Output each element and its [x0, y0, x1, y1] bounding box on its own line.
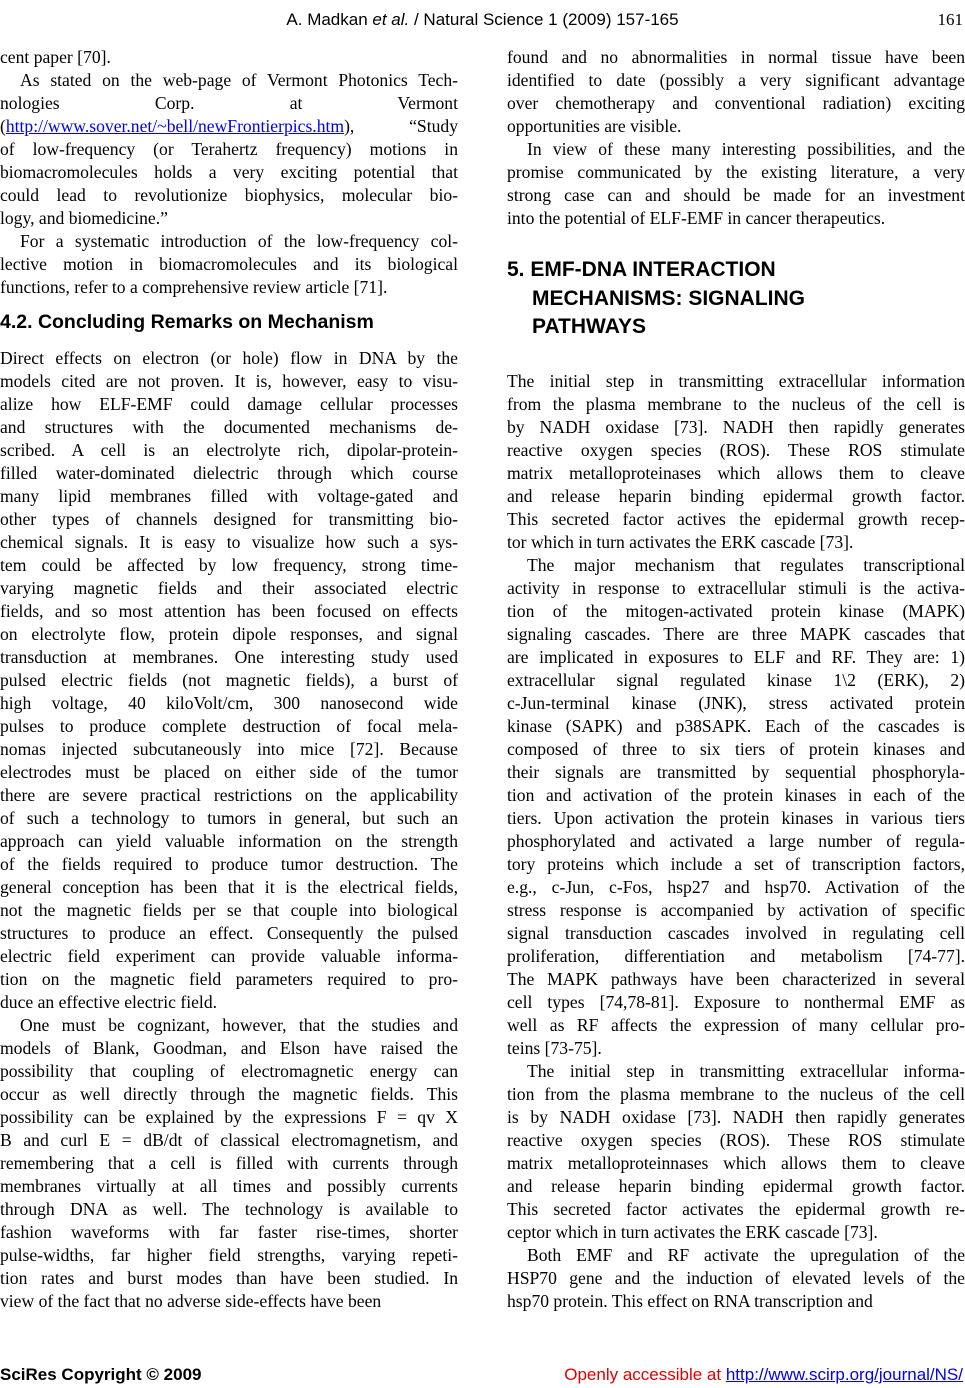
page-number: 161: [937, 10, 963, 29]
text-line: reactive oxygen species (ROS). These ROS stimulate: [507, 440, 965, 460]
text-line: B and curl E = dB/dt of classical electromagnetism, and: [0, 1130, 458, 1150]
running-header-title: [0, 10, 965, 30]
text-line: logy, and biomedicine.”: [0, 208, 168, 228]
text-line: duce an effective electric field.: [0, 992, 218, 1012]
text-line: and release heparin binding epidermal growth factor.: [507, 1176, 965, 1196]
text-line: cell types [74,78-81]. Exposure to nonthermal EMF as: [507, 992, 965, 1012]
footer-access-label: Openly accessible at: [564, 1365, 726, 1384]
text-line: from the plasma membrane to the nucleus of the cell is: [507, 394, 965, 414]
text-line: The major mechanism that regulates transcriptional: [527, 555, 965, 575]
text-line: promise communicated by the existing literature, a very: [507, 162, 965, 182]
text-line: tor which in turn activates the ERK cascade [73].: [507, 532, 854, 552]
text-line: tion from the plasma membrane to the nucleus of the cell: [507, 1084, 965, 1104]
text-line: occur as well directly through the magnetic fields. This: [0, 1084, 458, 1104]
text-line: electric field experiment can provide valuable informa-: [0, 946, 458, 966]
text-line: The MAPK pathways have been characterized in several: [507, 969, 965, 989]
footer-copyright: SciRes Copyright © 2009: [0, 1365, 202, 1384]
text-line: hsp70 protein. This effect on RNA transcription and: [507, 1291, 873, 1311]
text-line: of the fields required to produce tumor destruction. The: [0, 854, 458, 874]
text-line: view of the fact that no adverse side-effects have been: [0, 1291, 382, 1311]
text-line: alize how ELF-EMF could damage cellular processes: [0, 394, 458, 414]
text-fragment: (: [0, 116, 6, 136]
text-line: chemical signals. It is easy to visualize how such a sys-: [0, 532, 458, 552]
text-line: tion on the magnetic field parameters required to pro-: [0, 969, 458, 989]
text-line: general conception has been that it is the electrical fields,: [0, 877, 458, 897]
header-journal: / Natural Science 1 (2009) 157-165: [409, 10, 679, 29]
text-line: tiers. Upon activation the protein kinases in various tiers: [507, 808, 965, 828]
text-line: phosphorylated and activated a large number of regula-: [507, 831, 965, 851]
text-line: of such a technology to tumors in general, but such an: [0, 808, 458, 828]
text-line: lective motion in biomacromolecules and its biological: [0, 254, 458, 274]
text-line: matrix metalloproteinases which allows them to cleave: [507, 463, 965, 483]
text-line: and release heparin binding epidermal growth factor.: [507, 486, 965, 506]
paragraph: [507, 1060, 965, 1244]
text-line: stress response is accompanied by activation of specific: [507, 900, 965, 920]
left-column-body: [0, 347, 458, 1313]
text-line: are implicated in exposures to ELF and RF. They are: 1): [507, 647, 965, 667]
section-heading-5: [507, 256, 805, 342]
paragraph: [0, 347, 458, 1014]
text-line: models cited are not proven. It is, however, easy to visu-: [0, 371, 458, 391]
paragraph: [507, 370, 965, 554]
text-line: [0, 115, 458, 138]
text-line: tion of the mitogen-activated protein kinase (MAPK): [507, 601, 965, 621]
text-line: of low-frequency (or Terahertz frequency) motions in: [0, 139, 458, 159]
text-line: transduction at membranes. One interesting study used: [0, 647, 458, 667]
right-column-intro: [507, 46, 965, 230]
text-line: filled water-dominated dielectric through which course: [0, 463, 458, 483]
heading-line: MECHANISMS: SIGNALING: [532, 286, 805, 310]
text-line: kinase (SAPK) and p38SAPK. Each of the cascades is: [507, 716, 965, 736]
text-line: teins [73-75].: [507, 1038, 602, 1058]
header-authors: A. Madkan: [286, 10, 373, 29]
text-line: This secreted factor activates the epidermal growth re-: [507, 1199, 965, 1219]
text-line: tory proteins which include a set of transcription factors,: [507, 854, 965, 874]
text-line: fashion waveforms with far faster rise-times, shorter: [0, 1222, 458, 1242]
text-line: found and no abnormalities in normal tissue have been: [507, 47, 965, 67]
paragraph: [507, 1244, 965, 1313]
text-line: models of Blank, Goodman, and Elson have raised the: [0, 1038, 458, 1058]
text-line: tem could be affected by low frequency, strong time-: [0, 555, 458, 575]
text-line: approach can yield valuable information on the strength: [0, 831, 458, 851]
paragraph: [0, 69, 458, 230]
footer-access: [564, 1365, 963, 1385]
text-line: This secreted factor actives the epidermal growth recep-: [507, 509, 965, 529]
text-line: tion and activation of the protein kinases in each of the: [507, 785, 965, 805]
text-line: opportunities are visible.: [507, 116, 682, 136]
text-line: and structures with the documented mechanisms de-: [0, 417, 458, 437]
text-line: The initial step in transmitting extracellular informa-: [527, 1061, 965, 1081]
text-line: other types of channels designed for transmitting bio-: [0, 509, 458, 529]
paragraph: [507, 554, 965, 1060]
text-line: well as RF affects the expression of many cellular pro-: [507, 1015, 965, 1035]
text-line: extracellular signal regulated kinase 1\2 (ERK), 2): [507, 670, 965, 690]
text-line: proliferation, differentiation and metabolism [74-77].: [507, 946, 965, 966]
text-line: could lead to revolutionize biophysics, molecular bio-: [0, 185, 458, 205]
text-line: electrodes must be placed on either side of the tumor: [0, 762, 458, 782]
text-line: composed of three to six tiers of protein kinases and: [507, 739, 965, 759]
text-line: reactive oxygen species (ROS). These ROS stimulate: [507, 1130, 965, 1150]
heading-line: PATHWAYS: [532, 315, 646, 338]
paragraph: [0, 46, 458, 69]
text-line: high voltage, 40 kiloVolt/cm, 300 nanosecond wide: [0, 693, 458, 713]
text-line: identified to date (possibly a very significant advantage: [507, 70, 965, 90]
text-line: matrix metalloproteinnases which allows them to cleave: [507, 1153, 965, 1173]
text-line: possibility can be explained by the expressions F = qv X: [0, 1107, 458, 1127]
text-line: pulse-widths, far higher field strengths, varying repeti-: [0, 1245, 458, 1265]
paragraph: [0, 230, 458, 299]
text-line: In view of these many interesting possibilities, and the: [527, 139, 965, 159]
header-et-al: et al.: [372, 10, 410, 29]
heading-line: 5. EMF-DNA INTERACTION: [507, 258, 776, 281]
text-line: over chemotherapy and conventional radiation) exciting: [507, 93, 965, 113]
text-line: Both EMF and RF activate the upregulation of the: [527, 1245, 965, 1265]
text-line: For a systematic introduction of the low-frequency col-: [20, 231, 458, 251]
text-line: structures to produce an effect. Consequently the pulsed: [0, 923, 458, 943]
vermont-photonics-link[interactable]: http://www.sover.net/~bell/newFrontierpics.htm: [5, 116, 345, 136]
text-line: activity in response to extracellular stimuli is the activa-: [507, 578, 965, 598]
text-line: varying magnetic fields and their associated electric: [0, 578, 458, 598]
left-column-intro: [0, 46, 458, 299]
text-line: functions, refer to a comprehensive review article [71].: [0, 277, 388, 297]
text-line: e.g., c-Jun, c-Fos, hsp27 and hsp70. Activation of the: [507, 877, 965, 897]
section-heading-4-2: 4.2. Concluding Remarks on Mechanism: [0, 311, 374, 333]
text-line: pulses to produce complete destruction of focal mela-: [0, 716, 458, 736]
paragraph: [507, 138, 965, 230]
text-line: their signals are transmitted by sequential phosphoryla-: [507, 762, 965, 782]
text-line: into the potential of ELF-EMF in cancer therapeutics.: [507, 208, 886, 228]
text-line: pulsed electric fields (not magnetic fields), a burst of: [0, 670, 458, 690]
text-line: One must be cognizant, however, that the studies and: [20, 1015, 458, 1035]
text-line: Direct effects on electron (or hole) flow in DNA by the: [0, 348, 458, 368]
text-line: strong case can and should be made for an investment: [507, 185, 965, 205]
text-line: not the magnetic fields per se that couple into biological: [0, 900, 458, 920]
journal-link[interactable]: http://www.scirp.org/journal/NS/: [725, 1365, 963, 1384]
text-line: biomacromolecules holds a very exciting potential that: [0, 162, 458, 182]
text-line: tion rates and burst modes than have been studied. In: [0, 1268, 458, 1288]
text-line: remembering that a cell is filled with currents through: [0, 1153, 458, 1173]
text-line: is by NADH oxidase [73]. NADH then rapidly generates: [507, 1107, 965, 1127]
text-line: scribed. A cell is an electrolyte rich, dipolar-protein-: [0, 440, 458, 460]
paragraph: [507, 46, 965, 138]
text-line: As stated on the web-page of Vermont Photonics Tech-: [20, 70, 458, 90]
text-line: on electrolyte flow, protein dipole responses, and signal: [0, 624, 458, 644]
text-line: ceptor which in turn activates the ERK cascade [73].: [507, 1222, 878, 1242]
right-column-body: [507, 370, 965, 1313]
paragraph: [0, 1014, 458, 1313]
text-line: cent paper [70].: [0, 47, 111, 67]
text-line: The initial step in transmitting extracellular information: [507, 371, 965, 391]
text-line: possibility that coupling of electromagnetic energy can: [0, 1061, 458, 1081]
text-line: by NADH oxidase [73]. NADH then rapidly generates: [507, 417, 965, 437]
text-fragment: ), “Study: [344, 116, 458, 136]
text-line: membranes virtually at all times and possibly currents: [0, 1176, 458, 1196]
text-line: through DNA as well. The technology is available to: [0, 1199, 458, 1219]
text-line: nomas injected subcutaneously into mice [72]. Because: [0, 739, 458, 759]
text-line: there are severe practical restrictions on the applicability: [0, 785, 458, 805]
text-line: signal transduction cascades involved in regulating cell: [507, 923, 965, 943]
text-line: HSP70 gene and the induction of elevated levels of the: [507, 1268, 965, 1288]
text-line: fields, and so most attention has been focused on effects: [0, 601, 458, 621]
text-line: c-Jun-terminal kinase (JNK), stress activated protein: [507, 693, 965, 713]
text-line: nologies Corp. at Vermont: [0, 93, 458, 113]
text-line: many lipid membranes filled with voltage-gated and: [0, 486, 458, 506]
text-line: signaling cascades. There are three MAPK cascades that: [507, 624, 965, 644]
